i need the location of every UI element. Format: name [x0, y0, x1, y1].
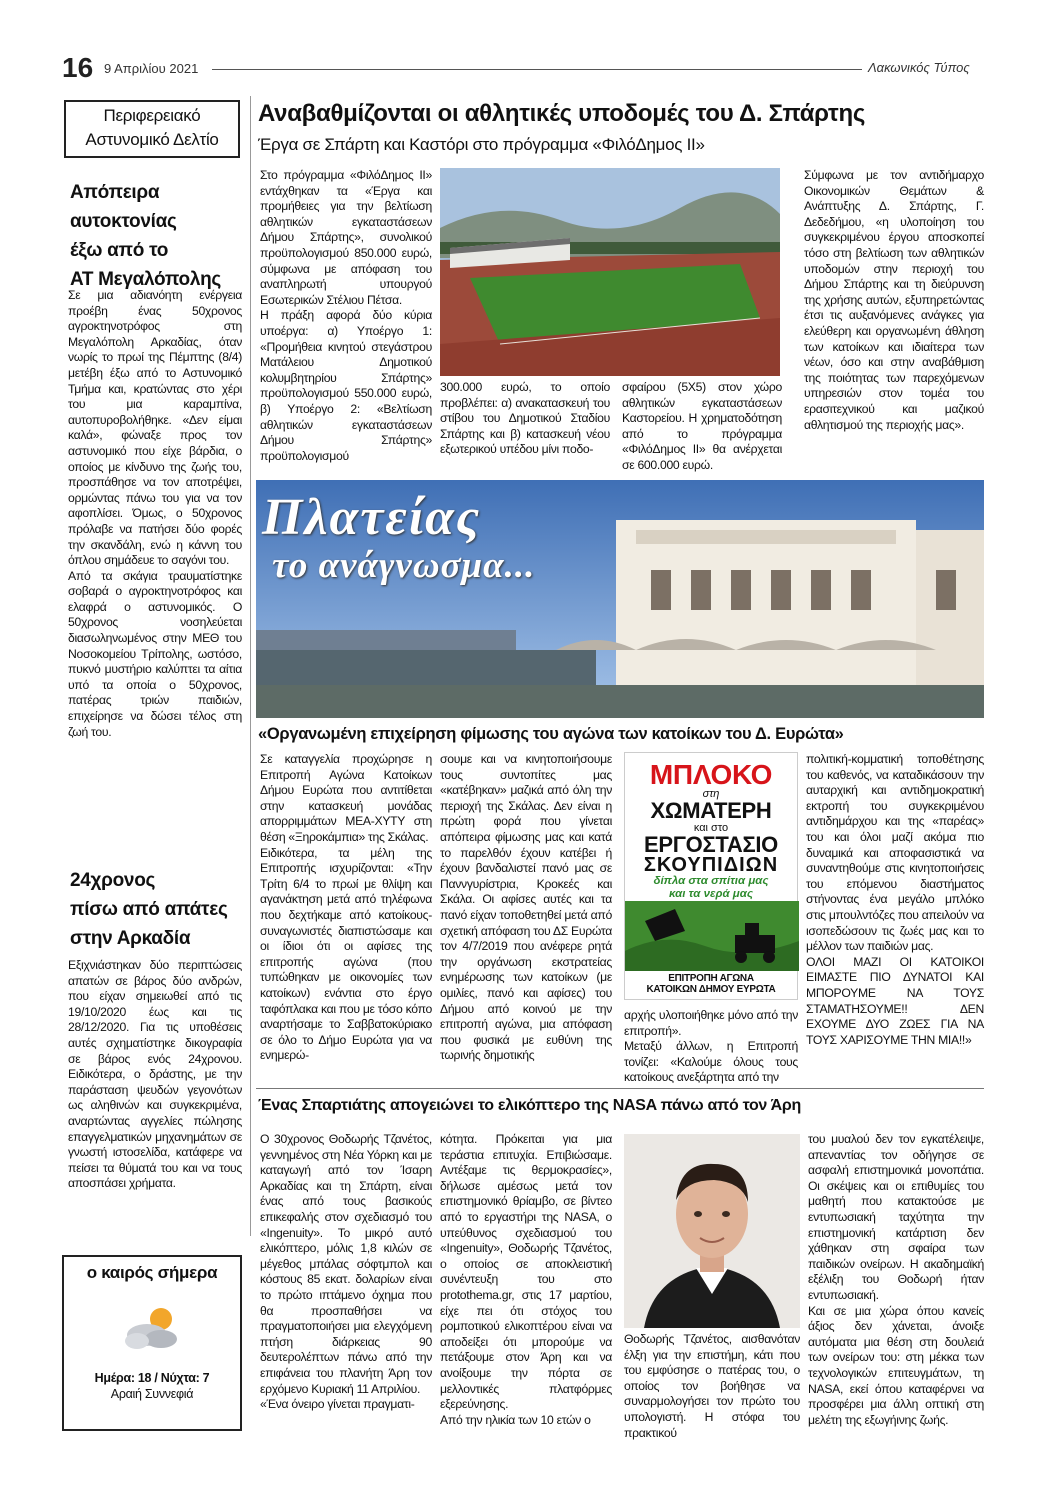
sidebar-story1-title: Απόπειρα αυτοκτονίας έξω από το ΑΤ Μεγαλόπολης [70, 182, 222, 290]
stadium-photo-art [440, 168, 780, 376]
page-number: 16 [62, 52, 94, 83]
weather-temps: Ημέρα: 18 / Νύχτα: 7 [94, 1371, 210, 1385]
poster-line2: στη [702, 788, 720, 800]
poster-line7: δίπλα στα σπίτια μας [653, 875, 769, 887]
tzanetos-photo [624, 1134, 800, 1328]
weather-condition: Αραιή Συννεφιά [110, 1387, 194, 1401]
article1-title: Αναβαθμίζονται οι αθλητικές υποδομές του Δ. Σπάρτης [258, 100, 866, 127]
sidebar-story2-body: Εξιχνιάστηκαν δύο περιπτώσεις απατών σε βάρος δύο ανδρών, που είχαν σημειωθεί από τις 19/10/2020 έως και τις 28/12/2020. Για τις υποθέσεις αυτές σχηματίστηκε δικογραφία σε βάρος ενός 24χρονου. Ειδικότερα, ο δράστης, με την παράσταση ψευδών γεγονότων ως αληθινών και συγκεκριμένα, αναρτώντας αγγελίες πώλησης επαγγελματικών μηχανημάτων σε γνωστή ιστοσελίδα, κατάφερε να πείσει τα θύματά του και να τους αποσπάσει χρήματα. [68, 958, 242, 1191]
weather-title: ο καιρός σήμερα [86, 1263, 218, 1282]
banner-line1: Πλατείας [262, 489, 482, 546]
article2-col1: Σε καταγγελία προχώρησε η Επιτροπή Αγώνα Κατοίκων Δήμου Ευρώτα που αντιτίθεται στην κατασκευή μονάδας απορριμμάτων ΜΕΑ-ΧΥΤΥ στη θέση «Ξηροκάμπια» της Σκάλας. Ειδικότερα, τα μέλη της Επιτροπής ισχυρίζονται: «Την Τρίτη 6/4 το πρωί με θλίψη και αγανάκτηση μετά από τηλέφωνα που δεχτήκαμε από κατοίκους-συναγωνιστές διαπιστώσαμε και οι ίδιοι ότι οι αφίσες της επιτροπής αγώνα (που τυπώθηκαν με οικονομίες των κατοίκων) ενάντια στο έργο ταφόπλακα και που με τόσο κόπο αναρτήσαμε το Σαββατοκύριακο σε όλο το Δήμο Ευρώτα για να ενημερώ- [260, 752, 432, 1063]
article1-col4: Σύμφωνα με τον αντιδήμαρχο Οικονομικών Θεμάτων & Ανάπτυξης Δ. Σπάρτης, Γ. Δεδεδήμου, «η υλοποίηση του συγκεκριμένου έργου αποσκοπεί τόσο στη βελτίωση των αθλητικών υποδομών στην περιοχή του Δήμου Σπάρτης και τη διεύρυνση της χρήσης αυτών, εξυπηρετώντας έτσι τις αυξανόμενες ανάγκες για ελεύθερη και οργανωμένη άθληση των κατοίκων και ιδιαίτερα των νέων, όσο και στην αναβάθμιση της ποιότητας των παρεχόμενων υπηρεσιών στον τομέα του ερασιτεχνικού και μαζικού αθλητισμού της περιοχής μας». [804, 168, 984, 432]
stadium-photo [440, 168, 780, 376]
banner-line2: το ανάγνωσμα... [272, 545, 536, 586]
poster-line8: και τα νερά μας [669, 888, 753, 900]
article3-col2: κότητα. Πρόκειται για μια τεράστια επιτυχία. Επιβιώσαμε. Αντέξαμε τις θερμοκρασίες», δήλωσε αμέσως μετά τον επιστημονικό θρίαμβο, σε βίντεο από το εργαστήρι της NASA, ο υπεύθυνος σχεδιασμού του «Ingenuity», Θοδωρής Τζανέτος, ο οποίος σε αποκλειστική συνέντευξη του στο protothema.gr, στις 17 μαρτίου, είχε πει ότι στόχος του ρομποτικού ελικοπτέρου είναι να αποδείξει ότι μπορούμε να πετάξουμε στον Άρη και να ανοίξουμε την πόρτα σε μελλοντικές πλατφόρμες εξερεύνησης. Από την ηλικία των 10 ετών ο [440, 1132, 612, 1427]
poster-line1: ΜΠΛΟΚΟ [649, 759, 773, 790]
bulldozer-scene-art [625, 901, 799, 971]
poster-line4: και στο [693, 822, 729, 834]
partly-cloudy-icon [117, 1299, 187, 1355]
article1-col3: σφαίρου (5Χ5) στον χώρο αθλητικών εγκαταστάσεων Καστορείου. Η χρηματοδότηση από το πρόγραμμα «ΦιλόΔημος ΙΙ» θα ανέρχεται σε 600.000 ευρώ. [622, 380, 782, 472]
issue-date: 9 Απριλίου 2021 [104, 61, 199, 76]
article3-col1: Ο 30χρονος Θοδωρής Τζανέτος, γεννημένος στη Νέα Υόρκη και με καταγωγή από τον Ίσαρη Αρκαδίας και τη Σπάρτη, είναι ένας από τους βασικούς επικεφαλής στον σχεδιασμό του «Ingenuity». Το μικρό αυτό ελικόπτερο, μόλις 1,8 κιλών σε μέγεθος μπάλας σόφτμπολ και κόστους 85 εκατ. δολαρίων είναι το πρώτο ιπτάμενο όχημα που θα προσπαθήσει να πραγματοποιήσει μια ελεγχόμενη πτήση διάρκειας 90 δευτερολέπτων πάνω από την επιφάνεια του πλανήτη Άρη τον ερχόμενο Κυριακή 11 Απριλίου. «Ένα όνειρο γίνεται πραγματι- [260, 1132, 432, 1412]
poster-line3: ΧΩΜΑΤΕΡΗ [650, 798, 772, 823]
article2-title: «Οργανωμένη επιχείρηση φίμωσης του αγώνα των κατοίκων του Δ. Ευρώτα» [258, 725, 844, 743]
article2-col4: πολιτική-κομματική τοποθέτησης του καθενός, να καταδικάσουν την αυταρχική και αντιδημοκρατική εκτροπή του συγκεκριμένου αντιδημάρχου και της «παρέας» του και όλοι μαζί ακόμα πιο δυναμικά και αποφασιστικά να συναντηθούμε στις κινητοποιήσεις του επόμενου διαστήματος στήνοντας ένα μεγάλο μπλόκο στις μπουλντόζες που απειλούν να ισοπεδώσουν τις ζωές μας και το μέλλον των παιδιών μας. ΟΛΟΙ ΜΑΖΙ ΟΙ ΚΑΤΟΙΚΟΙ ΕΙΜΑΣΤΕ ΠΙΟ ΔΥΝΑΤΟΙ ΚΑΙ ΜΠΟΡΟΥΜΕ ΝΑ ΤΟΥΣ ΣΤΑΜΑΤΗΣΟΥΜΕ!! ΔΕΝ ΕΧΟΥΜΕ ΔΥΟ ΖΩΕΣ ΓΙΑ ΝΑ ΤΟΥΣ ΧΑΡΙΣΟΥΜΕ ΤΗΝ ΜΙΑ!!» [806, 752, 984, 1047]
article3-title: Ένας Σπαρτιάτης απογειώνει το ελικόπτερο της NASA πάνω από τον Άρη [258, 1097, 801, 1114]
article3-col4: του μυαλού δεν τον εγκατέλειψε, απεναντίας τον οδήγησε σε ασφαλή επιστημονικά μονοπάτια. Οι σκέψεις και οι επιθυμίες του μαθητή που κατακτούσε με εντυπωσιακή ταχύτητα την επιστημονική κατάρτιση δεν χάθηκαν στη σφαίρα των παιδικών ονείρων. Η ακαδημαϊκή εξέλιξη του Θοδωρή ήταν εντυπωσιακή. Και σε μια χώρα όπου κανείς άξιος δεν χάνεται, άνοιξε αυτόματα μια θέση στη δουλειά των ονείρων του: στη μέκκα των τεχνολογικών επιτευγμάτων, τη NASA, εκεί όπου καταφέρνει να προσφέρει μια άλλη οπτική στη μελέτη της εξωγήινης ζωής. [808, 1132, 984, 1427]
poster-line6: ΣΚΟΥΠΙΔΙΩΝ [643, 854, 779, 876]
article1-col1: Στο πρόγραμμα «ΦιλόΔημος ΙΙ» εντάχθηκαν τα «Έργα και προμήθειες για την βελτίωση αθλητικών εγκαταστάσεων Δήμου Σπάρτης», συνολικού προϋπολογισμού 850.000 ευρώ, σύμφωνα με απόφαση του αναπληρωτή υπουργού Εσωτερικών Στέλιου Πέτσα. Η πράξη αφορά δύο κύρια υποέργα: α) Υποέργο 1: «Προμήθεια κινητού στεγάστρου Ματάλειου Δημοτικού κολυμβητηρίου Σπάρτης» προϋπολογισμού 550.000 ευρώ, β) Υποέργο 2: «Βελτίωση αθλητικών εγκαταστάσεων Δήμου Σπάρτης» προϋπολογισμού [260, 168, 432, 463]
sidebar-story2-title: 24χρονος πίσω από απάτες στην Αρκαδία [70, 870, 228, 949]
police-bulletin-title: Περιφερειακό Αστυνομικό Δελτίο [85, 106, 219, 149]
newspaper-name: Λακωνικός Τύπος [868, 60, 970, 75]
article2-col3: αρχής υλοποιήθηκε μόνο από την επιτροπή». Μεταξύ άλλων, η Επιτροπή τονίζει: «Καλούμε όλους τους κατοίκους ανεξάρτητα από την [624, 1008, 798, 1085]
protest-poster [624, 752, 798, 1000]
article1-subtitle: Έργα σε Σπάρτη και Καστόρι στο πρόγραμμα «ΦιλόΔημος ΙΙ» [258, 135, 705, 154]
poster-line10: ΚΑΤΟΙΚΩΝ ΔΗΜΟΥ ΕΥΡΩΤΑ [646, 984, 776, 995]
sidebar-divider [250, 96, 251, 1236]
sidebar-story1-body: Σε μια αδιανόητη ενέργεια προέβη ένας 50χρονος αγροκτηνοτρόφος στη Μεγαλόπολη Αρκαδίας, όταν νωρίς το πρωί της Πέμπτης (8/4) μετέβη έξω από το Αστυνομικό Τμήμα και, κρατώντας στο χέρι του μια καραμπίνα, αυτοπυροβολήθηκε. «Δεν είμαι καλά», φώναξε προς τον αστυνομικό που είχε βάρδια, ο οποίος με κίνδυνο της ζωής του, προσπάθησε να τον αποτρέψει, ορμώντας πάνω του για να τον αφοπλίσει. Όμως, ο 50χρονος πρόλαβε να πατήσει δύο φορές την σκανδάλη, ενώ η κάννη του όπλου σημάδευε το σαγόνι του. Από τα σκάγια τραυματίστηκε σοβαρά ο αγροκτηνοτρόφος και ελαφρά ο αστυνομικός. Ο 50χρονος νοσηλεύεται διασωληνωμένος στην ΜΕΘ του Νοσοκομείου Τρίπολης, ωστόσο, πυκνό μυστήριο καλύπτει τα αίτια υπό τα οποία ο 50χρονος, πατέρας τριών παιδιών, επιχείρησε να δώσει τέλος στη ζωή του. [68, 288, 242, 739]
article1-col2: 300.000 ευρώ, το οποίο προβλέπει: α) ανακατασκευή του στίβου του Δημοτικού Σταδίου Σπάρτης και β) κατασκευή νέου εξωτερικού υπέδου μίνι ποδο- [440, 380, 610, 457]
weather-box [62, 1255, 242, 1431]
poster-line9: ΕΠΙΤΡΟΠΗ ΑΓΩΝΑ [668, 973, 754, 984]
poster-line5: ΕΡΓΟΣΤΑΣΙΟ [643, 832, 778, 857]
header-rule [212, 69, 862, 70]
article3-rule [256, 1088, 984, 1089]
article2-col2: σουμε και να κινητοποιήσουμε τους συντοπίτες μας «κατέβηκαν» μαζικά από όλη την περιοχή της Σκάλας. Δεν είναι η πρώτη φορά που γίνεται απόπειρα φίμωσης μας και κατά το παρελθόν έχουν κατέβει ή έχουν βανδαλιστεί πανό μας σε Παννγυρίστρια, Κροκεές και Σκάλα. Οι αφίσες αυτές και τα πανό είχαν τοποθετηθεί μετά από σχετική απόφαση του ΔΣ Ευρώτα τον 4/7/2019 που ανέφερε ρητά την οργάνωση εκστρατείας ενημέρωσης των κατοίκων (με ομιλίες, πανό και αφίσες) του Δήμου από κοινού με την επιτροπή αγώνα, μια απόφαση που φυσικά με ευθύνη της τωρινής δημοτικής [440, 752, 612, 1063]
article3-col3: Θοδωρής Τζανέτος, αισθανόταν έλξη για την επιστήμη, κάτι που του εμφύσησε ο πατέρας του, ο οποίος τον βοήθησε να συναρμολογήσει τον πρώτο του υπολογιστή. Η στόφα του πρακτικού [624, 1332, 800, 1440]
portrait-art [624, 1134, 800, 1328]
